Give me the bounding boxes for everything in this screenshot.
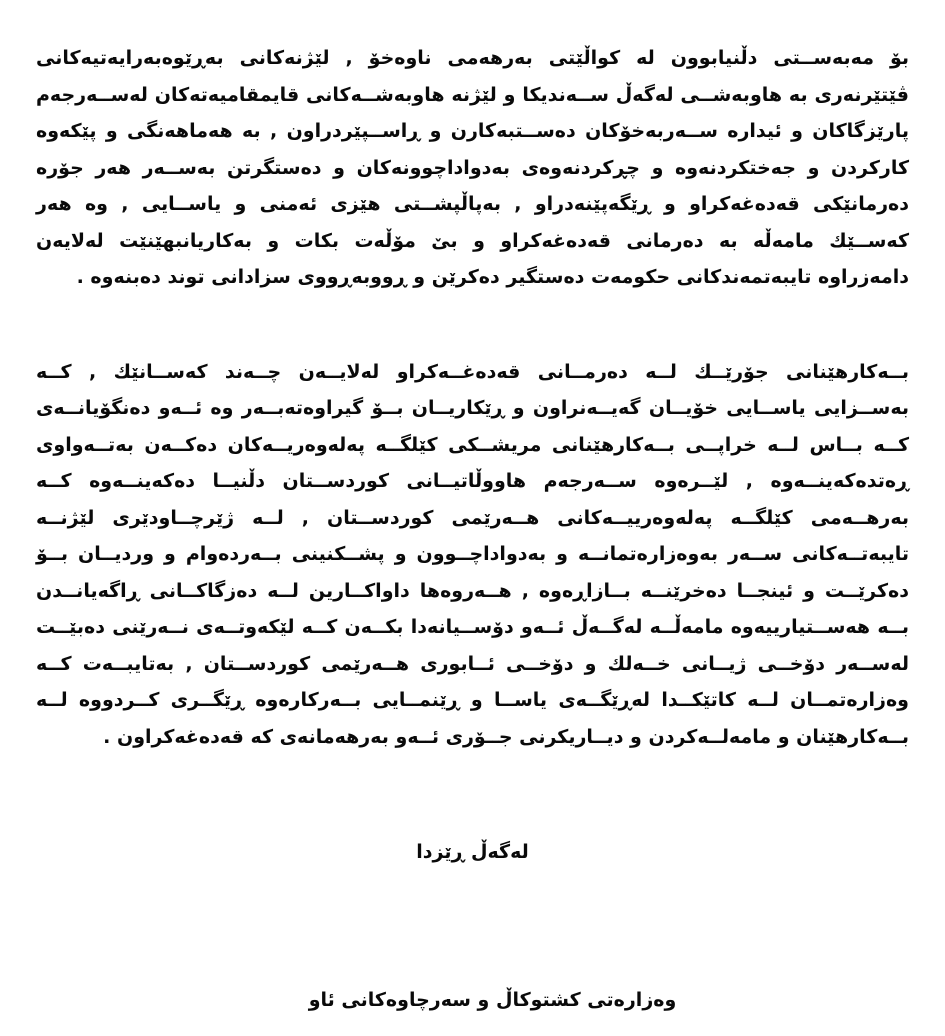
paragraph-quality-assurance: بۆ مەبەســتی دڵنیابوون لە كواڵێتی بەرهەمی ناوەخۆ , لێژنەكانی بەڕێوەبەرایەتیەكانی ڤێتێرنەری بە هاوبەشــی لەگەڵ ســەندیكا و لێژنە هاوبەشــەكانی قایمقامیەتەكان لەســەرجەم پارێزگاكان و ئیدارە ســەربەخۆكان دەســتبەكارن و ڕاســپێردراون , بە هەماهەنگی و پێكەوە كاركردن و جەختكردنەوە و چڕكردنەوەی بەدواداچوونەكان و دەستگرتن بەســەر هەر جۆرە دەرمانێكی قەدەغەكراو و ڕێگەپێنەدراو , بەپاڵپشــتی هێزی ئەمنی و یاســایی , وە هەر كەســێك مامەڵە بە دەرمانی قەدەغەكراو و بێ مۆڵەت بكات و بەكاریانبهێنێت لەلایەن دامەزراوە تایبەتمەندكانی حكومەت دەستگیر دەكرێن و ڕووبەڕووی سزادانی توند دەبنەوە . — [36, 47, 909, 288]
signature-ministry: وەزارەتی كشتوكاڵ و سەرچاوەكانی ئاو — [308, 989, 677, 1011]
paragraph-banned-medicine-statement: بــەكارهێنانی جۆرێــك لــە دەرمــانی قەدەغــەكراو لەلایــەن چــەند كەســانێك , كــە بەســزایی یاســایی خۆیــان گەیــەنراون و ڕێكاریــان بــۆ گیراوەتەبــەر وە ئــەو دەنگۆیانــەی كــە بــاس لــە خراپــی بــەكارهێنانی مریشــكی كێلگــە پەلەوەریــەكان دەكــەن بەتــەواوی ڕەتدەكەینــەوە , لێــرەوە ســەرجەم هاووڵاتیــانی كوردســتان دڵنیــا دەكەینــەوە كــە بەرهــەمی كێلگــە پەلەوەرییــەكانی هــەرێمی كوردســتان , لــە ژێرچــاودێری لێژنــە تایبەتــەكانی ســەر بەوەزارەتمانــە و بەدواداچــوون و پشــكنینی بــەردەوام و وردیــان بــۆ دەكرێــت و ئینجــا دەخرێنــە بــازاڕەوە , هــەروەها داواكــارین لــە دەزگاكــانی ڕاگەیانــدن بــە هەســتیارییەوە مامەڵــە لەگــەڵ ئــەو دۆســیانەدا بكــەن كــە لێكەوتــەی نــەرێنی دەبێــت لەســەر دۆخــی ژیــانی خــەلك و دۆخــی ئــابوری هــەرێمی كوردســتان , بەتایبــەت كــە وەزارەتمــان لــە كاتێكــدا لەڕێگــەی یاســا و ڕێنمــایی بــەركارەوە ڕێگــری كــردووە لــە بــەكارهێنان و مامەلــەكردن و دیــاریكرنی جــۆری ئــەو بەرهەمانەی كە قەدەغەكراون . — [36, 360, 909, 748]
closing-salutation: لەگەڵ ڕێزدا — [416, 841, 529, 863]
